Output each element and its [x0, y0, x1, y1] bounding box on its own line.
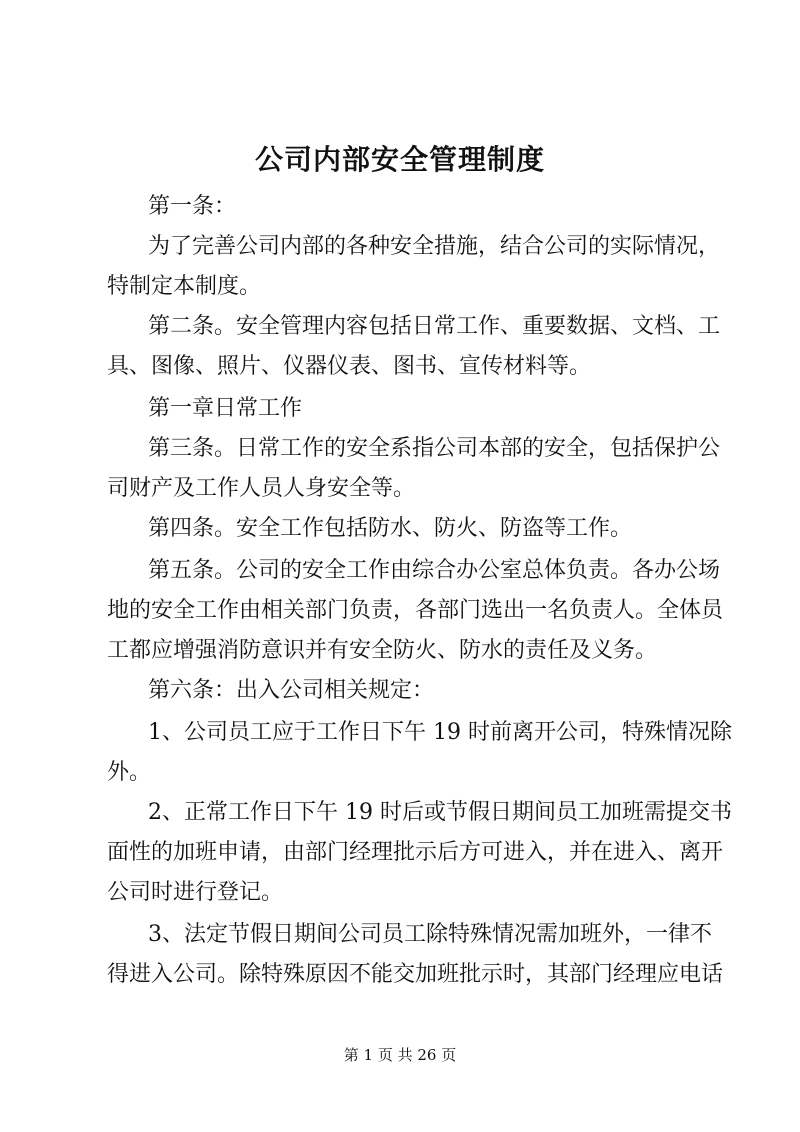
text-line: 第四条。安全工作包括防水、防火、防盗等工作。	[148, 516, 633, 541]
text-line: 第一条：	[148, 194, 237, 219]
text-line: 地的安全工作由相关部门负责，各部门选出一名负责人。全体员	[107, 598, 724, 623]
page-footer: 第 1 页 共 26 页	[343, 1046, 457, 1064]
text-line: 1、公司员工应于工作日下午 19 时前离开公司，特殊情况除	[148, 720, 732, 745]
text-line: 2、正常工作日下午 19 时后或节假日期间员工加班需提交书	[148, 800, 732, 825]
text-line: 第二条。安全管理内容包括日常工作、重要数据、文档、工	[148, 314, 721, 339]
text-line: 第三条。日常工作的安全系指公司本部的安全，包括保护公	[148, 436, 721, 461]
text-line: 特制定本制度。	[107, 274, 262, 299]
text-line: 具、图像、照片、仪器仪表、图书、宣传材料等。	[107, 354, 592, 379]
text-line: 第五条。公司的安全工作由综合办公室总体负责。各办公场	[148, 558, 721, 583]
text-line: 外。	[107, 760, 152, 785]
text-line: 3、法定节假日期间公司员工除特殊情况需加班外，一律不	[148, 922, 712, 947]
text-line: 第六条：出入公司相关规定：	[148, 678, 435, 703]
text-line: 面性的加班申请，由部门经理批示后方可进入，并在进入、离开	[107, 840, 724, 865]
text-line: 工都应增强消防意识并有安全防火、防水的责任及义务。	[107, 638, 658, 663]
text-line: 为了完善公司内部的各种安全措施，结合公司的实际情况，	[148, 234, 721, 259]
text-line: 第一章日常工作	[148, 396, 303, 421]
text-line: 得进入公司。除特殊原因不能交加班批示时，其部门经理应电话	[107, 962, 724, 987]
document-title: 公司内部安全管理制度	[254, 143, 545, 176]
text-line: 司财产及工作人员人身安全等。	[107, 476, 416, 501]
text-line: 公司时进行登记。	[107, 880, 284, 905]
